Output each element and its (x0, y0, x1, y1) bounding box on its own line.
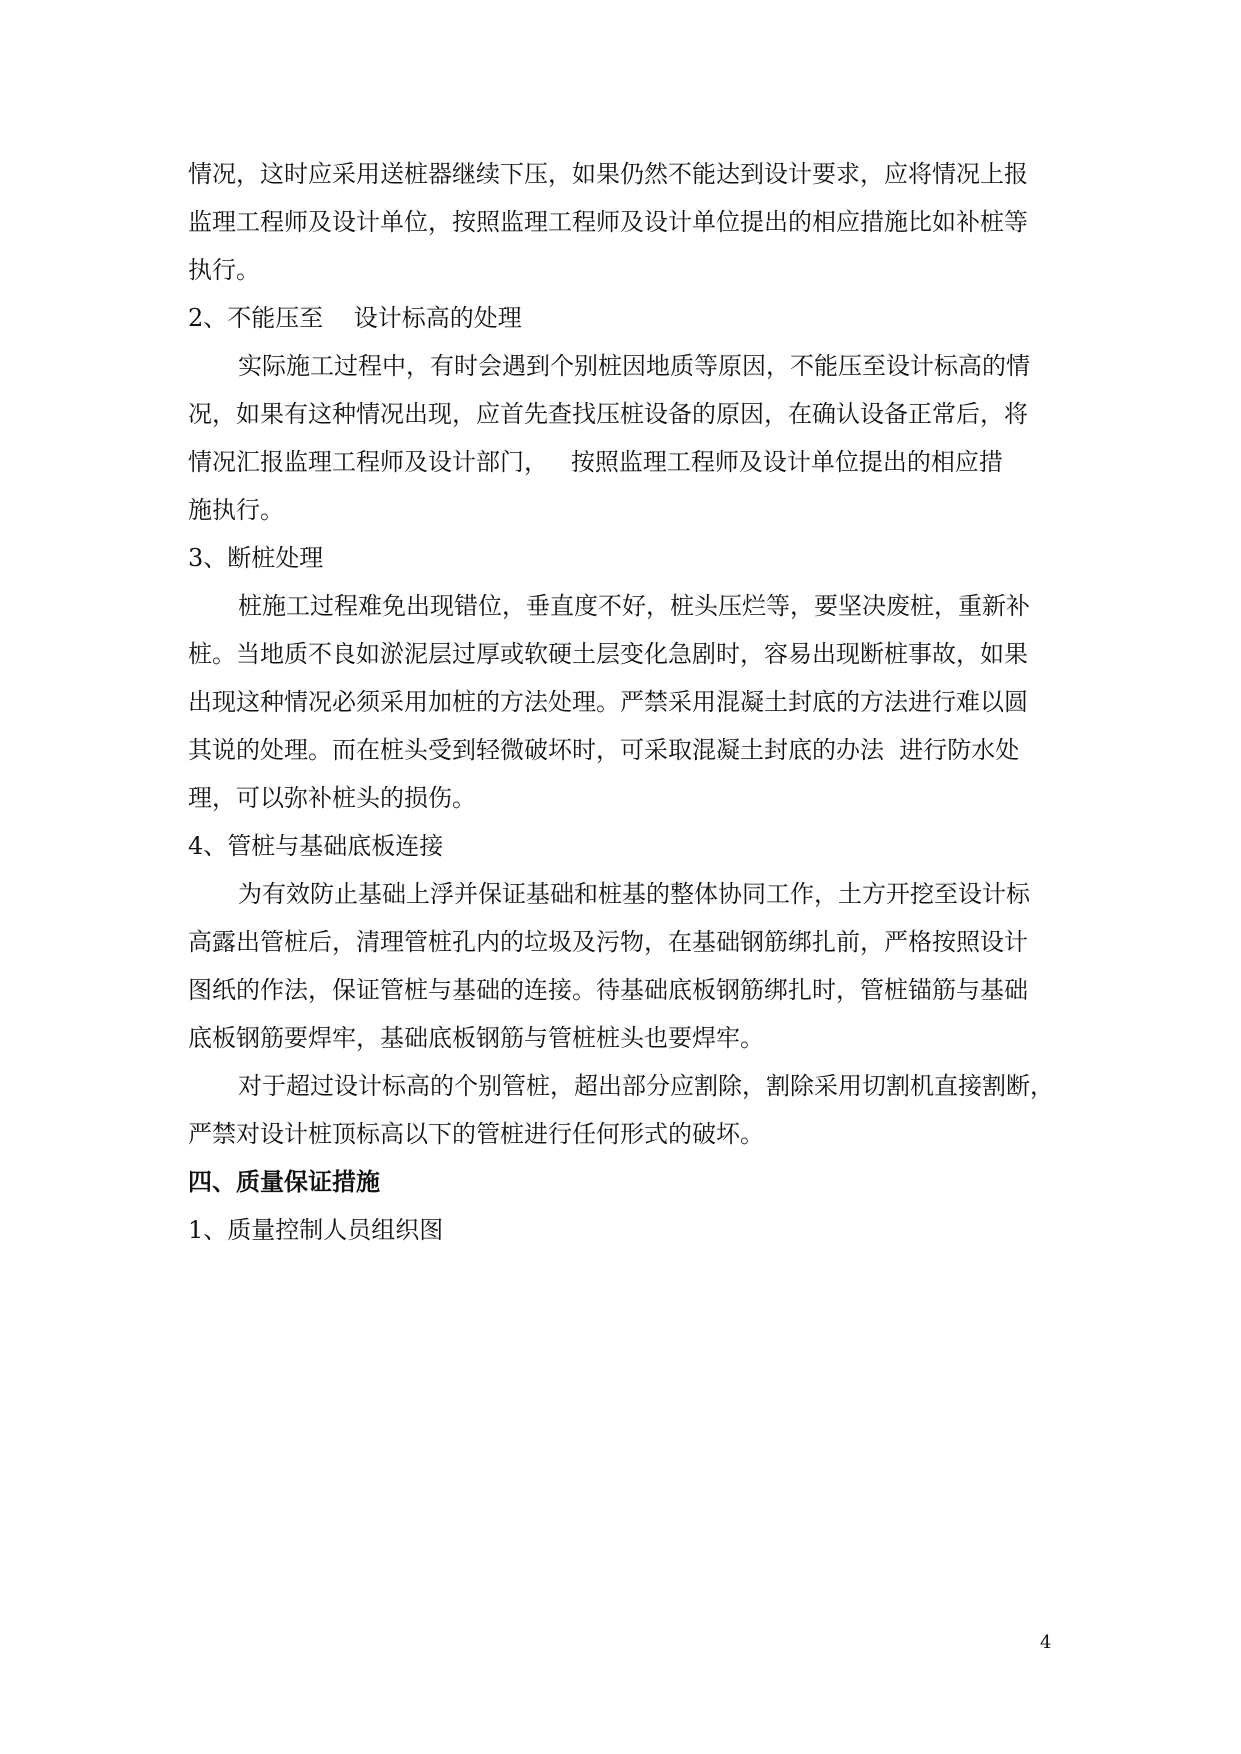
paragraph-cannot-reach-elevation (188, 342, 1056, 534)
text-line: 施执行。 (188, 496, 284, 524)
text-line: 其说的处理。而在桩头受到轻微破坏时，可采取混凝土封底的办法 进行防水处 (188, 736, 1020, 764)
text-line: 监理工程师及设计单位，按照监理工程师及设计单位提出的相应措施比如补桩等 (188, 208, 1028, 236)
text-line: 桩。当地质不良如淤泥层过厚或软硬土层变化急剧时，容易出现断桩事故，如果 (188, 640, 1028, 668)
subheading-quality-org-chart: 1、质量控制人员组织图 (188, 1216, 444, 1244)
text-line: 图纸的作法，保证管桩与基础的连接。待基础底板钢筋绑扎时，管桩锚筋与基础 (188, 976, 1028, 1004)
text-line: 高露出管桩后，清理管桩孔内的垃圾及污物，在基础钢筋绑扎前，严格按照设计 (188, 928, 1028, 956)
text-line: 桩施工过程难免出现错位，垂直度不好，桩头压烂等，要坚决废桩，重新补 (238, 592, 1030, 620)
text-line: 出现这种情况必须采用加桩的方法处理。严禁采用混凝土封底的方法进行难以圆 (188, 688, 1028, 716)
text-line: 严禁对设计桩顶标高以下的管桩进行任何形式的破坏。 (188, 1120, 764, 1148)
text-line: 理，可以弥补桩头的损伤。 (188, 784, 476, 812)
section-heading-quality-assurance: 四、质量保证措施 (188, 1167, 380, 1196)
text-line: 情况汇报监理工程师及设计部门， 按照监理工程师及设计单位提出的相应措 (188, 448, 1003, 476)
text-line: 况，如果有这种情况出现，应首先查找压桩设备的原因，在确认设备正常后，将 (188, 400, 1028, 428)
paragraph-continuation (188, 150, 1056, 294)
paragraph-excess-pile (188, 1062, 1056, 1158)
text-line: 情况，这时应采用送桩器继续下压，如果仍然不能达到设计要求，应将情况上报 (188, 160, 1028, 188)
text-line: 底板钢筋要焊牢，基础底板钢筋与管桩桩头也要焊牢。 (188, 1024, 764, 1052)
page-body (188, 150, 1056, 1254)
paragraph-broken-pile (188, 582, 1056, 822)
subheading-cannot-reach-elevation: 2、不能压至 设计标高的处理 (188, 304, 522, 332)
subheading-pile-connection: 4、管桩与基础底板连接 (188, 832, 444, 860)
page-number: 4 (1040, 1632, 1052, 1653)
text-line: 执行。 (188, 256, 260, 284)
subheading-broken-pile: 3、断桩处理 (188, 544, 324, 572)
text-line: 为有效防止基础上浮并保证基础和桩基的整体协同工作，土方开挖至设计标 (238, 880, 1030, 908)
text-line: 对于超过设计标高的个别管桩，超出部分应割除，割除采用切割机直接割断， (238, 1072, 1054, 1100)
paragraph-pile-connection (188, 870, 1056, 1062)
text-line: 实际施工过程中，有时会遇到个别桩因地质等原因，不能压至设计标高的情 (238, 352, 1030, 380)
